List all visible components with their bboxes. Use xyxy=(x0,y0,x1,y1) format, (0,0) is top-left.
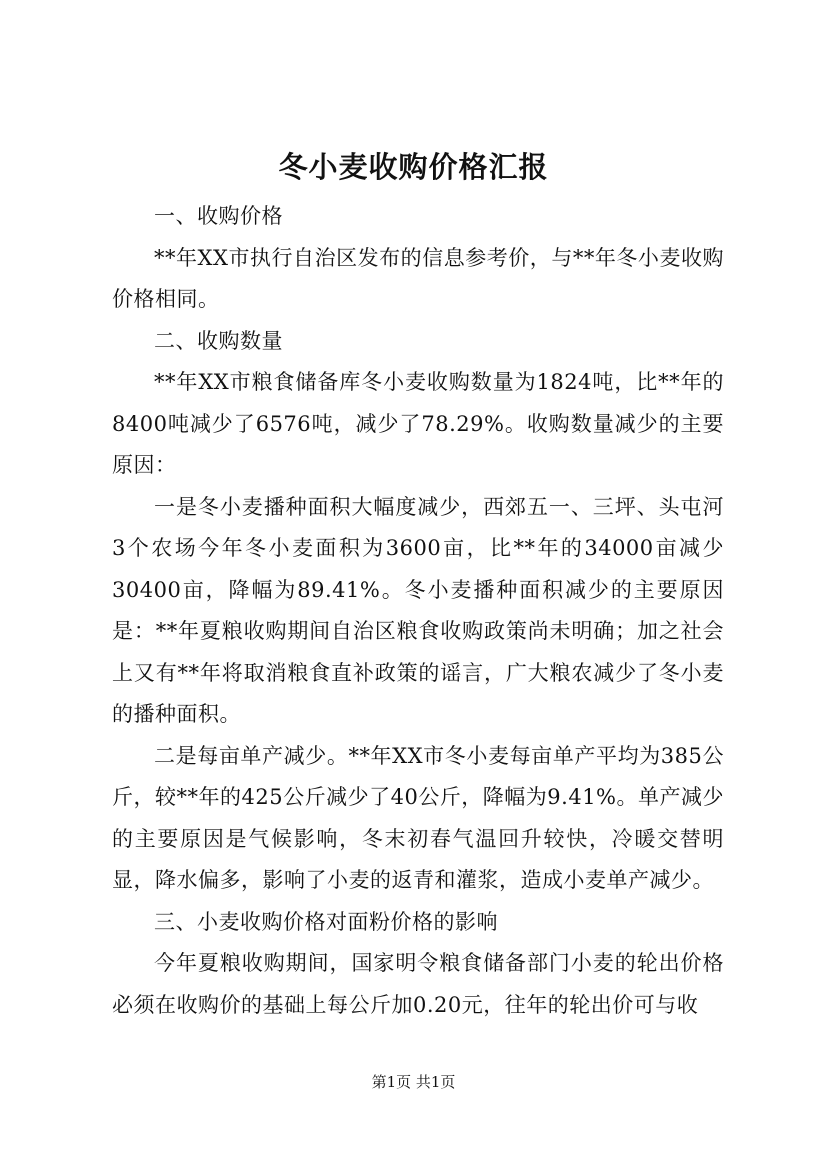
section-heading-flour-price-impact: 三、小麦收购价格对面粉价格的影响 xyxy=(154,909,498,934)
paragraph: 今年夏粮收购期间，国家明令粮食储备部门小麦的轮出价格必须在收购价的基础上每公斤加0.20元，往年的轮出价可与收 xyxy=(112,951,724,1017)
paragraph: **年XX市粮食储备库冬小麦收购数量为1824吨，比**年的8400吨减少了6576吨，减少了78.29%。收购数量减少的主要原因： xyxy=(112,370,724,477)
paragraph: 二是每亩单产减少。**年XX市冬小麦每亩单产平均为385公斤，较**年的425公斤减少了40公斤，降幅为9.41%。单产减少的主要原因是气候影响，冬末初春气温回升较快，冷暖交替明显，降水偏多，影响了小麦的返青和灌浆，造成小麦单产减少。 xyxy=(112,743,725,892)
page-footer: 第1页 共1页 xyxy=(371,1073,456,1091)
section-heading-purchase-quantity: 二、收购数量 xyxy=(154,328,283,353)
document-body xyxy=(112,196,724,1026)
document-title: 冬小麦收购价格汇报 xyxy=(278,150,549,184)
paragraph: 一是冬小麦播种面积大幅度减少，西郊五一、三坪、头屯河3个农场今年冬小麦面积为3600亩，比**年的34000亩减少30400亩，降幅为89.41%。冬小麦播种面积减少的主要原因是：**年夏粮收购期间自治区粮食收购政策尚未明确；加之社会上又有**年将取消粮食直补政策的谣言，广大粮农减少了冬小麦的播种面积。 xyxy=(112,494,724,726)
paragraph: **年XX市执行自治区发布的信息参考价，与**年冬小麦收购价格相同。 xyxy=(112,245,724,311)
section-heading-purchase-price: 一、收购价格 xyxy=(154,204,283,228)
